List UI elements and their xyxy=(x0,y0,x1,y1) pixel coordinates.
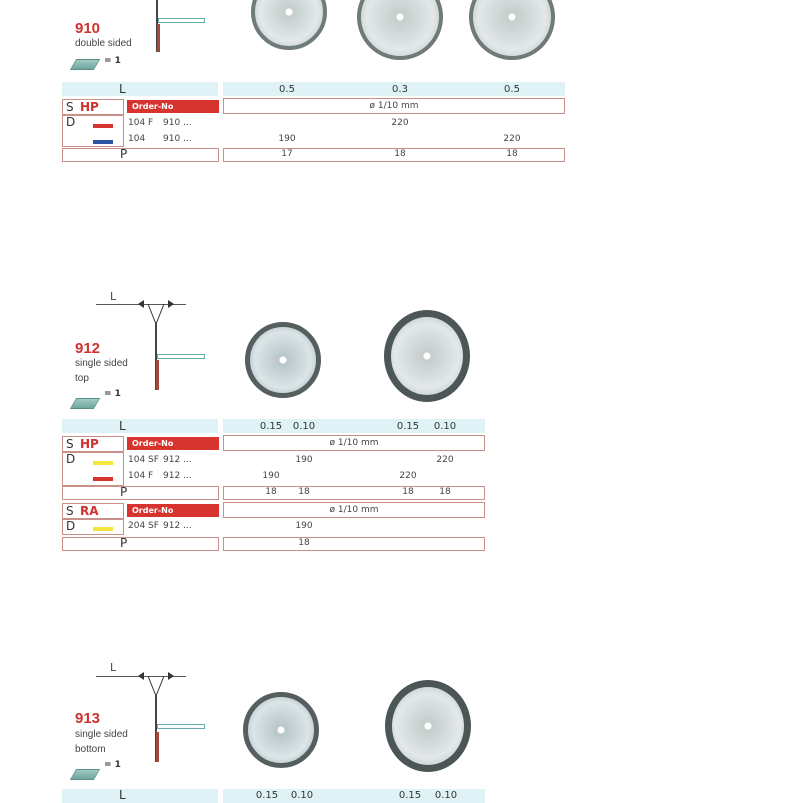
l-value: 0.3 xyxy=(392,84,408,95)
s-label: S xyxy=(66,437,74,451)
order-no-header: Order-No xyxy=(127,100,219,113)
disc-profile xyxy=(158,18,205,23)
order-code: 910 ... xyxy=(163,134,192,144)
color-swatch-yellow xyxy=(93,461,113,465)
p-label: P xyxy=(120,147,128,161)
p-value: 18 xyxy=(265,487,277,497)
hp-label: HP xyxy=(80,100,99,114)
diameter-value: 220 xyxy=(391,118,409,128)
color-swatch-red xyxy=(93,124,113,128)
p-label: P xyxy=(120,485,128,499)
order-no-header: Order-No xyxy=(127,437,219,450)
disc-profile xyxy=(157,354,205,359)
order-prefix: 104 F xyxy=(128,118,154,128)
p-value: 18 xyxy=(394,149,406,159)
pack-icon xyxy=(70,59,100,70)
order-code: 912 ... xyxy=(163,471,192,481)
diameter-value: 220 xyxy=(503,134,521,144)
d-label: D xyxy=(66,115,76,129)
p-value: 18 xyxy=(439,487,451,497)
p-cell xyxy=(62,148,219,162)
l-value: 0.15 xyxy=(396,421,420,432)
order-no-header: Order-No xyxy=(127,504,219,517)
l-label: L xyxy=(119,419,126,433)
diameter-header: ø 1/10 mm xyxy=(223,502,485,518)
p-value: 18 xyxy=(298,487,310,497)
color-swatch-yellow xyxy=(93,527,113,531)
p-label: P xyxy=(120,536,128,550)
l-value: 0.5 xyxy=(504,84,520,95)
diameter-header: ø 1/10 mm xyxy=(223,435,485,451)
disc-image xyxy=(251,0,327,50)
pack-icon xyxy=(70,398,100,409)
order-code: 910 ... xyxy=(163,118,192,128)
product-number: 913 xyxy=(75,710,101,727)
shank-tip xyxy=(156,360,159,390)
product-number: 912 xyxy=(75,340,101,357)
product-description: single sided xyxy=(75,358,128,369)
d-label: D xyxy=(66,519,76,533)
diameter-value: 220 xyxy=(436,455,454,465)
pack-icon xyxy=(70,769,100,780)
disc-image xyxy=(243,692,319,768)
l-value: 0.15 xyxy=(398,790,422,801)
disc-image xyxy=(384,310,470,402)
tool-profile-icon xyxy=(130,296,190,336)
p-cell xyxy=(62,486,219,500)
color-swatch-blue xyxy=(93,140,113,144)
p-value: 18 xyxy=(506,149,518,159)
shank-tip xyxy=(157,24,160,52)
product-number: 910 xyxy=(75,20,101,37)
diameter-value: 190 xyxy=(262,471,280,481)
p-value: 18 xyxy=(298,538,310,548)
disc-image xyxy=(245,322,321,398)
p-values-cell xyxy=(223,537,485,551)
disc-image xyxy=(357,0,443,60)
order-prefix: 104 SF xyxy=(128,455,159,465)
l-value: 0.10 xyxy=(433,421,457,432)
p-value: 17 xyxy=(281,149,293,159)
product-description: top xyxy=(75,373,89,384)
p-value: 18 xyxy=(402,487,414,497)
l-value: 0.15 xyxy=(259,421,283,432)
s-label: S xyxy=(66,504,74,518)
l-value: 0.10 xyxy=(292,421,316,432)
diameter-value: 220 xyxy=(399,471,417,481)
product-description: bottom xyxy=(75,744,106,755)
p-cell xyxy=(62,537,219,551)
order-prefix: 204 SF xyxy=(128,521,159,531)
order-prefix: 104 F xyxy=(128,471,154,481)
order-code: 912 ... xyxy=(163,455,192,465)
disc-profile xyxy=(157,724,205,729)
l-label: L xyxy=(119,788,126,802)
disc-image xyxy=(385,680,471,772)
l-value: 0.5 xyxy=(279,84,295,95)
l-bar xyxy=(62,419,218,433)
hp-label: HP xyxy=(80,437,99,451)
order-prefix: 104 xyxy=(128,134,146,144)
l-label: L xyxy=(119,82,126,96)
diameter-header: ø 1/10 mm xyxy=(223,98,565,114)
shank-tip xyxy=(156,732,159,762)
l-bar xyxy=(62,82,218,96)
pack-quantity: = 1 xyxy=(104,760,121,770)
product-description: double sided xyxy=(75,38,132,49)
l-bar xyxy=(62,789,218,803)
dimension-l-label: L xyxy=(110,290,117,303)
l-value: 0.10 xyxy=(434,790,458,801)
diameter-value: 190 xyxy=(278,134,296,144)
order-code: 912 ... xyxy=(163,521,192,531)
tool-profile-icon xyxy=(130,668,190,708)
d-label: D xyxy=(66,452,76,466)
ra-label: RA xyxy=(80,504,99,518)
l-value: 0.10 xyxy=(290,790,314,801)
color-swatch-red xyxy=(93,477,113,481)
l-value: 0.15 xyxy=(255,790,279,801)
diameter-value: 190 xyxy=(295,455,313,465)
dimension-l-label: L xyxy=(110,661,117,674)
diameter-value: 190 xyxy=(295,521,313,531)
product-description: single sided xyxy=(75,729,128,740)
s-label: S xyxy=(66,100,74,114)
disc-image xyxy=(469,0,555,60)
pack-quantity: = 1 xyxy=(104,389,121,399)
pack-quantity: = 1 xyxy=(104,56,121,66)
